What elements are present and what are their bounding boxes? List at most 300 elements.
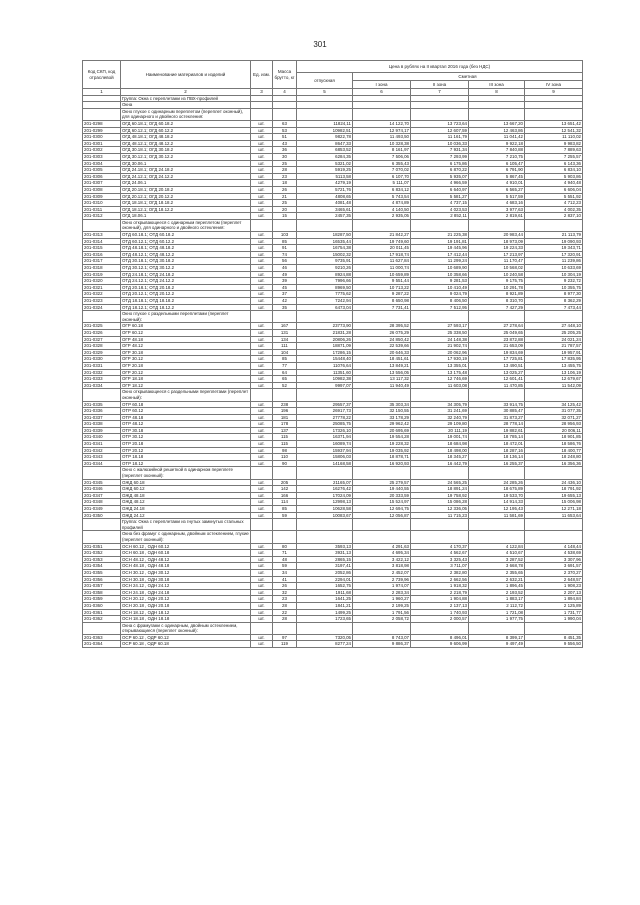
zone4-price-cell: 12 271,18: [525, 506, 583, 513]
zone4-price-cell: 11 542,09: [525, 382, 583, 389]
group-code-cell: [83, 622, 121, 634]
code-cell: 201-0359: [83, 596, 121, 603]
mass-cell: 104: [273, 349, 297, 356]
empty-cell: [297, 531, 353, 543]
zone4-price-cell: 1 990,04: [525, 616, 583, 623]
group-title: Окно глухое с одинарным переплетом (переплет оконный), для одинарного и двойного остекления:: [121, 108, 251, 120]
unit-cell: шт.: [251, 382, 273, 389]
zone3-price-cell: 8 399,17: [469, 634, 525, 641]
empty-cell: [273, 519, 297, 531]
code-cell: 201-0328: [83, 343, 121, 350]
zone1-price-cell: 9 886,37: [353, 641, 411, 648]
release-price-cell: 5113,58: [297, 173, 353, 180]
table-row: [83, 180, 583, 187]
empty-cell: [273, 219, 297, 231]
release-price-cell: 16754,38: [297, 245, 353, 252]
zone3-price-cell: 5 867,45: [469, 173, 525, 180]
name-cell: ОГР 30.18: [121, 349, 251, 356]
code-cell: 201-0333: [83, 376, 121, 383]
release-price-cell: 8924,88: [297, 271, 353, 278]
table-row: [83, 251, 583, 258]
zone2-price-cell: 31 241,69: [411, 408, 469, 415]
zone2-price-cell: 20 111,19: [411, 427, 469, 434]
zone4-price-cell: 1 908,23: [525, 583, 583, 590]
code-cell: 201-0303: [83, 153, 121, 160]
mass-cell: 28: [273, 167, 297, 174]
zone1-price-cell: 2 283,34: [353, 589, 411, 596]
mass-cell: 85: [273, 238, 297, 245]
mass-cell: 35: [273, 304, 297, 311]
group-title: Группа: Окна с переплетами из ПВХ-профилей: [121, 95, 251, 102]
mass-cell: 114: [273, 499, 297, 506]
mass-cell: 51: [273, 134, 297, 141]
code-cell: 201-0343: [83, 454, 121, 461]
release-price-cell: 16371,94: [297, 434, 353, 441]
table-row: [83, 265, 583, 272]
zone4-price-cell: 1 731,77: [525, 609, 583, 616]
name-cell: ОГД 18.12.1; ОГД 18.12.2: [121, 206, 251, 213]
zone1-price-cell: 21 842,27: [353, 232, 411, 239]
unit-cell: шт.: [251, 180, 273, 187]
zone2-price-cell: 9 281,53: [411, 278, 469, 285]
empty-cell: [297, 108, 353, 120]
mass-cell: 59: [273, 563, 297, 570]
zone4-price-cell: 4 148,44: [525, 543, 583, 550]
zone3-price-cell: 17 725,81: [469, 356, 525, 363]
mass-cell: 91: [273, 245, 297, 252]
table-row: [83, 376, 583, 383]
empty-cell: [251, 467, 273, 479]
zone3-price-cell: 18 287,16: [469, 447, 525, 454]
zone3-price-cell: 19 882,61: [469, 427, 525, 434]
table-row: [83, 206, 583, 213]
zone2-price-cell: 11 603,08: [411, 382, 469, 389]
code-cell: 201-0320: [83, 278, 121, 285]
zone3-price-cell: 1 977,75: [469, 616, 525, 623]
table-row: [83, 304, 583, 311]
empty-cell: [469, 622, 525, 634]
zone1-price-cell: 10 659,89: [353, 271, 411, 278]
zone3-price-cell: 14 914,33: [469, 499, 525, 506]
name-cell: ОЖД 48.12: [121, 499, 251, 506]
mass-cell: 178: [273, 421, 297, 428]
unit-cell: шт.: [251, 323, 273, 330]
empty-cell: [525, 519, 583, 531]
empty-cell: [251, 102, 273, 109]
mass-cell: 134: [273, 336, 297, 343]
zone4-price-cell: 9 232,72: [525, 278, 583, 285]
mass-cell: 37: [273, 291, 297, 298]
empty-cell: [251, 622, 273, 634]
group-code-cell: [83, 467, 121, 479]
zone2-price-cell: 9 024,79: [411, 291, 469, 298]
mass-cell: 77: [273, 362, 297, 369]
unit-cell: шт.: [251, 343, 273, 350]
table-row: [83, 414, 583, 421]
name-cell: ОЖД 60.12: [121, 486, 251, 493]
release-price-cell: 2294,01: [297, 576, 353, 583]
unit-cell: шт.: [251, 583, 273, 590]
zone4-price-cell: 31 077,35: [525, 408, 583, 415]
mass-cell: 52: [273, 382, 297, 389]
zone2-price-cell: 3 325,43: [411, 556, 469, 563]
release-price-cell: 11824,11: [297, 120, 353, 127]
zone2-price-cell: 10 689,90: [411, 265, 469, 272]
release-price-cell: 5721,76: [297, 186, 353, 193]
table-row: [83, 616, 583, 623]
unit-cell: шт.: [251, 563, 273, 570]
name-cell: ОГД 30.18.1; ОГД 30.18.2: [121, 147, 251, 154]
empty-cell: [297, 622, 353, 634]
unit-cell: шт.: [251, 512, 273, 519]
release-price-cell: 27778,22: [297, 414, 353, 421]
zone4-price-cell: 5 903,86: [525, 173, 583, 180]
zone1-price-cell: 6 107,70: [353, 173, 411, 180]
code-cell: 201-0308: [83, 186, 121, 193]
group-row: [83, 389, 583, 401]
zone1-price-cell: 28 395,52: [353, 323, 411, 330]
release-price-cell: 10982,51: [297, 127, 353, 134]
zone4-price-cell: 28 956,93: [525, 421, 583, 428]
empty-cell: [273, 531, 297, 543]
empty-cell: [353, 531, 411, 543]
empty-cell: [297, 219, 353, 231]
code-cell: 201-0317: [83, 258, 121, 265]
zone1-price-cell: 4 140,50: [353, 206, 411, 213]
empty-cell: [353, 311, 411, 323]
zone3-price-cell: 28 778,14: [469, 421, 525, 428]
zone3-price-cell: 2 112,72: [469, 602, 525, 609]
header-price-title: Цена в рублях на II квартал 2016 года (без НДС): [297, 61, 583, 73]
table-row: [83, 550, 583, 557]
zone2-price-cell: 18 891,24: [411, 486, 469, 493]
code-cell: 201-0364: [83, 641, 121, 648]
zone3-price-cell: 2 193,52: [469, 589, 525, 596]
release-price-cell: 6284,35: [297, 153, 353, 160]
code-cell: 201-0322: [83, 291, 121, 298]
release-price-cell: 16535,44: [297, 238, 353, 245]
name-cell: ОСН 30.12 , ОДН 30.12: [121, 569, 251, 576]
zone4-price-cell: 19 343,71: [525, 245, 583, 252]
zone2-price-cell: 7 931,34: [411, 147, 469, 154]
name-cell: ОСР 60.18 , ОДР 60.18: [121, 641, 251, 648]
zone4-price-cell: 19 090,93: [525, 238, 583, 245]
zone4-price-cell: 25 205,25: [525, 329, 583, 336]
mass-cell: 26: [273, 583, 297, 590]
code-cell: 201-0361: [83, 609, 121, 616]
zone3-price-cell: 18 136,14: [469, 454, 525, 461]
zone2-price-cell: 8 496,01: [411, 634, 469, 641]
release-price-cell: 10982,38: [297, 376, 353, 383]
mass-cell: 119: [273, 641, 297, 648]
unit-cell: шт.: [251, 616, 273, 623]
unit-cell: шт.: [251, 479, 273, 486]
unit-cell: шт.: [251, 486, 273, 493]
code-cell: 201-0304: [83, 160, 121, 167]
zone3-price-cell: 10 568,02: [469, 265, 525, 272]
zone4-price-cell: 16 356,36: [525, 460, 583, 467]
code-cell: 201-0348: [83, 499, 121, 506]
empty-cell: [251, 219, 273, 231]
mass-cell: 115: [273, 441, 297, 448]
zone4-price-cell: 32 071,27: [525, 414, 583, 421]
name-cell: ОТР 30.18: [121, 427, 251, 434]
zone3-price-cell: 27 278,64: [469, 323, 525, 330]
table-row: [83, 173, 583, 180]
mass-cell: 110: [273, 454, 297, 461]
zone2-price-cell: 13 355,01: [411, 362, 469, 369]
zone1-price-cell: 25 279,57: [353, 479, 411, 486]
table-row: [83, 245, 583, 252]
zone4-price-cell: 10 355,75: [525, 284, 583, 291]
group-code-cell: [83, 108, 121, 120]
zone1-price-cell: 19 749,60: [353, 238, 411, 245]
colnum: 2: [121, 89, 251, 96]
release-price-cell: 10083,67: [297, 512, 353, 519]
unit-cell: шт.: [251, 356, 273, 363]
group-title: Окна: [121, 102, 251, 109]
zone1-price-cell: 13 849,21: [353, 362, 411, 369]
zone2-price-cell: 5 935,07: [411, 173, 469, 180]
zone4-price-cell: 2 837,10: [525, 213, 583, 220]
unit-cell: шт.: [251, 213, 273, 220]
mass-cell: 115: [273, 434, 297, 441]
unit-cell: шт.: [251, 550, 273, 557]
table-row: [83, 576, 583, 583]
code-cell: 201-0316: [83, 251, 121, 258]
code-cell: 201-0301: [83, 140, 121, 147]
zone1-price-cell: 11 940,49: [353, 382, 411, 389]
code-cell: 201-0327: [83, 336, 121, 343]
release-price-cell: 9822,78: [297, 134, 353, 141]
unit-cell: шт.: [251, 634, 273, 641]
name-cell: ОТР 48.12: [121, 421, 251, 428]
zone2-price-cell: 16 442,79: [411, 460, 469, 467]
group-row: [83, 102, 583, 109]
release-price-cell: 2052,86: [297, 569, 353, 576]
empty-cell: [525, 102, 583, 109]
zone2-price-cell: 2 000,57: [411, 616, 469, 623]
release-price-cell: 8969,50: [297, 284, 353, 291]
zone3-price-cell: 4 910,01: [469, 180, 525, 187]
empty-cell: [411, 389, 469, 401]
zone2-price-cell: 29 109,80: [411, 421, 469, 428]
zone4-price-cell: 19 957,91: [525, 349, 583, 356]
release-price-cell: 11351,60: [297, 369, 353, 376]
code-cell: 201-0306: [83, 173, 121, 180]
empty-cell: [297, 389, 353, 401]
release-price-cell: 1723,65: [297, 616, 353, 623]
unit-cell: шт.: [251, 434, 273, 441]
zone1-price-cell: 2 199,25: [353, 602, 411, 609]
zone1-price-cell: 20 695,69: [353, 427, 411, 434]
mass-cell: 97: [273, 634, 297, 641]
zone3-price-cell: 18 675,89: [469, 486, 525, 493]
release-price-cell: 8277,24: [297, 641, 353, 648]
empty-cell: [525, 622, 583, 634]
zone3-price-cell: 7 210,75: [469, 153, 525, 160]
unit-cell: шт.: [251, 556, 273, 563]
zone2-price-cell: 19 001,74: [411, 434, 469, 441]
code-cell: 201-0309: [83, 193, 121, 200]
zone3-price-cell: 19 834,69: [469, 349, 525, 356]
release-price-cell: 16276,42: [297, 486, 353, 493]
mass-cell: 167: [273, 323, 297, 330]
zone3-price-cell: 24 285,26: [469, 479, 525, 486]
code-cell: 201-0311: [83, 206, 121, 213]
table-row: [83, 486, 583, 493]
zone1-price-cell: 19 440,55: [353, 486, 411, 493]
zone2-price-cell: 2 382,80: [411, 569, 469, 576]
name-cell: ОГД 30.12.1; ОГД 30.12.2: [121, 153, 251, 160]
zone4-price-cell: 13 455,75: [525, 362, 583, 369]
mass-cell: 34: [273, 569, 297, 576]
release-price-cell: 15937,94: [297, 447, 353, 454]
table-row: [83, 298, 583, 305]
release-price-cell: 3931,13: [297, 550, 353, 557]
unit-cell: шт.: [251, 120, 273, 127]
empty-cell: [469, 311, 525, 323]
zone2-price-cell: 9 606,99: [411, 641, 469, 648]
mass-cell: 59: [273, 512, 297, 519]
release-price-cell: 14168,58: [297, 460, 353, 467]
zone1-price-cell: 10 328,38: [353, 140, 411, 147]
empty-cell: [469, 219, 525, 231]
name-cell: ОТД 60.18.1; ОТД 60.18.2: [121, 232, 251, 239]
group-title: Окно глухое с раздельными переплетами (переплет оконный):: [121, 311, 251, 323]
release-price-cell: 21831,28: [297, 329, 353, 336]
mass-cell: 49: [273, 271, 297, 278]
price-table: [82, 60, 583, 648]
mass-cell: 90: [273, 460, 297, 467]
empty-cell: [251, 108, 273, 120]
code-cell: 201-0353: [83, 556, 121, 563]
zone1-price-cell: 1 791,56: [353, 609, 411, 616]
table-row: [83, 271, 583, 278]
zone2-price-cell: 11 299,24: [411, 258, 469, 265]
table-row: [83, 641, 583, 648]
zone2-price-cell: 1 904,88: [411, 596, 469, 603]
unit-cell: шт.: [251, 414, 273, 421]
zone4-price-cell: 21 787,57: [525, 343, 583, 350]
release-price-cell: 11076,64: [297, 362, 353, 369]
zone4-price-cell: 13 651,42: [525, 120, 583, 127]
zone3-price-cell: 20 983,44: [469, 232, 525, 239]
empty-cell: [273, 389, 297, 401]
table-row: [83, 120, 583, 127]
colnum: 7: [411, 89, 469, 96]
empty-cell: [273, 311, 297, 323]
unit-cell: шт.: [251, 596, 273, 603]
zone1-price-cell: 19 228,32: [353, 441, 411, 448]
zone2-price-cell: 2 218,79: [411, 589, 469, 596]
name-cell: ОГД 48.18.1; ОГД 48.18.2: [121, 134, 251, 141]
code-cell: 201-0337: [83, 414, 121, 421]
zone1-price-cell: 20 646,33: [353, 349, 411, 356]
unit-cell: шт.: [251, 284, 273, 291]
code-cell: 201-0357: [83, 583, 121, 590]
mass-cell: 18: [273, 180, 297, 187]
code-cell: 201-0329: [83, 349, 121, 356]
release-price-cell: 7242,94: [297, 298, 353, 305]
table-row: [83, 408, 583, 415]
release-price-cell: 8647,33: [297, 140, 353, 147]
zone3-price-cell: 25 049,65: [469, 329, 525, 336]
zone3-price-cell: 7 840,88: [469, 147, 525, 154]
unit-cell: шт.: [251, 569, 273, 576]
table-row: [83, 569, 583, 576]
zone1-price-cell: 22 539,66: [353, 343, 411, 350]
zone2-price-cell: 10 036,33: [411, 140, 469, 147]
mass-cell: 74: [273, 251, 297, 258]
empty-cell: [411, 102, 469, 109]
release-price-cell: 18287,50: [297, 232, 353, 239]
zone4-price-cell: 2 207,13: [525, 589, 583, 596]
empty-cell: [525, 95, 583, 102]
table-row: [83, 401, 583, 408]
unit-cell: шт.: [251, 609, 273, 616]
name-cell: ОСН 48.18 , ОДН 48.18: [121, 563, 251, 570]
empty-cell: [469, 389, 525, 401]
release-price-cell: 18871,09: [297, 343, 353, 350]
unit-cell: шт.: [251, 447, 273, 454]
mass-cell: 42: [273, 298, 297, 305]
table-row: [83, 258, 583, 265]
zone2-price-cell: 11 715,23: [411, 512, 469, 519]
empty-cell: [469, 95, 525, 102]
unit-cell: шт.: [251, 492, 273, 499]
zone1-price-cell: 35 303,34: [353, 401, 411, 408]
table-row: [83, 232, 583, 239]
table-row: [83, 153, 583, 160]
mass-cell: 137: [273, 427, 297, 434]
table-row: [83, 427, 583, 434]
empty-cell: [251, 389, 273, 401]
group-title: Окна с фрамугами с одинарным, двойным остеклением, открывающиеся (переплет оконный):: [121, 622, 251, 634]
zone4-price-cell: 8 362,29: [525, 298, 583, 305]
zone1-price-cell: 33 178,29: [353, 414, 411, 421]
code-cell: 201-0362: [83, 616, 121, 623]
empty-cell: [353, 108, 411, 120]
unit-cell: шт.: [251, 329, 273, 336]
zone4-price-cell: 10 304,19: [525, 271, 583, 278]
zone3-price-cell: 12 601,41: [469, 376, 525, 383]
code-cell: 201-0336: [83, 408, 121, 415]
table-row: [83, 349, 583, 356]
table-row: [83, 238, 583, 245]
group-code-cell: [83, 389, 121, 401]
zone2-price-cell: 21 225,38: [411, 232, 469, 239]
unit-cell: шт.: [251, 134, 273, 141]
table-row: [83, 343, 583, 350]
zone1-price-cell: 3 818,98: [353, 563, 411, 570]
release-price-cell: 17326,10: [297, 427, 353, 434]
name-cell: ОТД 24.12.1; ОТД 24.12.2: [121, 278, 251, 285]
unit-cell: шт.: [251, 460, 273, 467]
table-row: [83, 447, 583, 454]
name-cell: ОГД 18.18.1; ОГД 18.18.2: [121, 200, 251, 207]
zone3-price-cell: 6 565,27: [469, 186, 525, 193]
table-row: [83, 512, 583, 519]
code-cell: 201-0332: [83, 369, 121, 376]
zone2-price-cell: 13 723,64: [411, 120, 469, 127]
zone4-price-cell: 10 633,69: [525, 265, 583, 272]
zone4-price-cell: 18 791,92: [525, 486, 583, 493]
release-price-cell: 17286,15: [297, 349, 353, 356]
table-row: [83, 441, 583, 448]
release-price-cell: 9210,26: [297, 265, 353, 272]
zone3-price-cell: 12 463,86: [469, 127, 525, 134]
